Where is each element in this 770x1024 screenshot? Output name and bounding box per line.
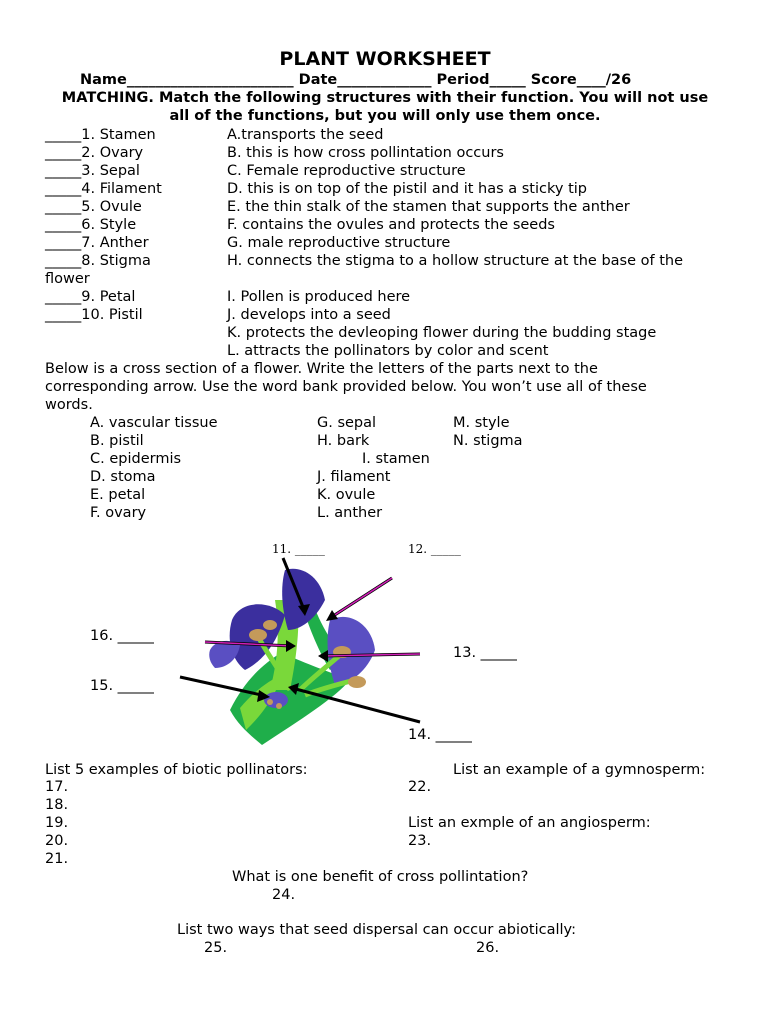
- matching-item: _____8. Stigma: [45, 253, 151, 269]
- diagram-label-12: 12. _____: [408, 542, 461, 556]
- matching-definition: J. develops into a seed: [227, 307, 391, 323]
- ovary-shape: [264, 692, 288, 708]
- cross-section-line-3: words.: [45, 397, 93, 413]
- diagram-label-14: 14. _____: [408, 727, 472, 743]
- matching-definition: H. connects the stigma to a hollow structure at the base of the: [227, 253, 683, 269]
- matching-item: _____2. Ovary: [45, 145, 144, 161]
- answer-number: 24.: [272, 887, 296, 903]
- matching-definition: L. attracts the pollinators by color and scent: [227, 343, 549, 359]
- instructions-line-2: all of the functions, but you will only use them once.: [169, 108, 601, 124]
- word-bank-item: I. stamen: [362, 451, 430, 467]
- matching-item: _____4. Filament: [45, 181, 162, 197]
- cross-section-line-2: corresponding arrow. Use the word bank provided below. You won’t use all of these: [45, 379, 647, 395]
- gymnosperm-question: List an example of a gymnosperm:: [453, 762, 706, 778]
- anther-1: [249, 629, 267, 641]
- matching-definition: K. protects the devleoping flower during the budding stage: [227, 325, 657, 341]
- answer-number: 20.: [45, 833, 69, 849]
- answer-number: 18.: [45, 797, 69, 813]
- answer-number: 22.: [408, 779, 432, 795]
- matching-definition: F. contains the ovules and protects the seeds: [227, 217, 555, 233]
- ovule-1: [267, 699, 273, 705]
- diagram-label-16: 16. _____: [90, 628, 154, 644]
- header-line: Name_______________________ Date_____________ Period_____ Score____/26: [80, 72, 632, 88]
- matching-item: _____9. Petal: [45, 289, 136, 305]
- answer-number: 17.: [45, 779, 69, 795]
- matching-definition: D. this is on top of the pistil and it has a sticky tip: [227, 181, 587, 197]
- petal-small: [209, 641, 240, 668]
- matching-definition: E. the thin stalk of the stamen that supports the anther: [227, 199, 630, 215]
- instructions-line-1: MATCHING. Match the following structures with their function. You will not use: [61, 90, 709, 106]
- ovule-2: [276, 703, 282, 709]
- matching-definition: G. male reproductive structure: [227, 235, 451, 251]
- diagram-label-11: 11. _____: [272, 542, 325, 556]
- matching-item: _____6. Style: [45, 217, 137, 233]
- matching-item: _____3. Sepal: [45, 163, 140, 179]
- matching-item: _____1. Stamen: [45, 127, 156, 143]
- word-bank-item: F. ovary: [90, 505, 147, 521]
- word-bank-item: D. stoma: [90, 469, 156, 485]
- matching-definition: C. Female reproductive structure: [227, 163, 466, 179]
- word-bank-item: H. bark: [317, 433, 370, 449]
- word-bank-item: L. anther: [317, 505, 383, 521]
- biotic-pollinators-question: List 5 examples of biotic pollinators:: [45, 762, 308, 778]
- word-bank-item: K. ovule: [317, 487, 376, 503]
- matching-definition: A.transports the seed: [227, 127, 384, 143]
- word-bank-item: E. petal: [90, 487, 146, 503]
- word-bank-item: G. sepal: [317, 415, 377, 431]
- matching-item: _____7. Anther: [45, 235, 149, 251]
- word-bank-item: C. epidermis: [90, 451, 182, 467]
- word-bank-item: J. filament: [317, 469, 391, 485]
- word-bank-item: A. vascular tissue: [90, 415, 218, 431]
- cross-pollination-question: What is one benefit of cross pollintation?: [232, 869, 529, 885]
- anther-4: [263, 620, 277, 630]
- cross-section-line-1: Below is a cross section of a flower. Write the letters of the parts next to the: [45, 361, 598, 377]
- matching-definition: B. this is how cross pollintation occurs: [227, 145, 504, 161]
- page-title: PLANT WORKSHEET: [279, 48, 491, 70]
- word-bank-item: N. stigma: [453, 433, 523, 449]
- answer-number: 25.: [204, 940, 228, 956]
- matching-definition: I. Pollen is produced here: [227, 289, 411, 305]
- matching-item: _____5. Ovule: [45, 199, 142, 215]
- answer-number: 19.: [45, 815, 69, 831]
- anther-3: [348, 676, 366, 688]
- matching-item-continued: flower: [45, 271, 90, 287]
- word-bank-item: B. pistil: [90, 433, 144, 449]
- matching-item: _____10. Pistil: [45, 307, 143, 323]
- angiosperm-question: List an exmple of an angiosperm:: [408, 815, 651, 831]
- diagram-label-13: 13. _____: [453, 645, 517, 661]
- answer-number: 26.: [476, 940, 500, 956]
- flower-illustration: [0, 530, 770, 760]
- seed-dispersal-question: List two ways that seed dispersal can occur abiotically:: [177, 922, 576, 938]
- answer-number: 21.: [45, 851, 69, 867]
- diagram-label-15: 15. _____: [90, 678, 154, 694]
- word-bank-item: M. style: [453, 415, 510, 431]
- answer-number: 23.: [408, 833, 432, 849]
